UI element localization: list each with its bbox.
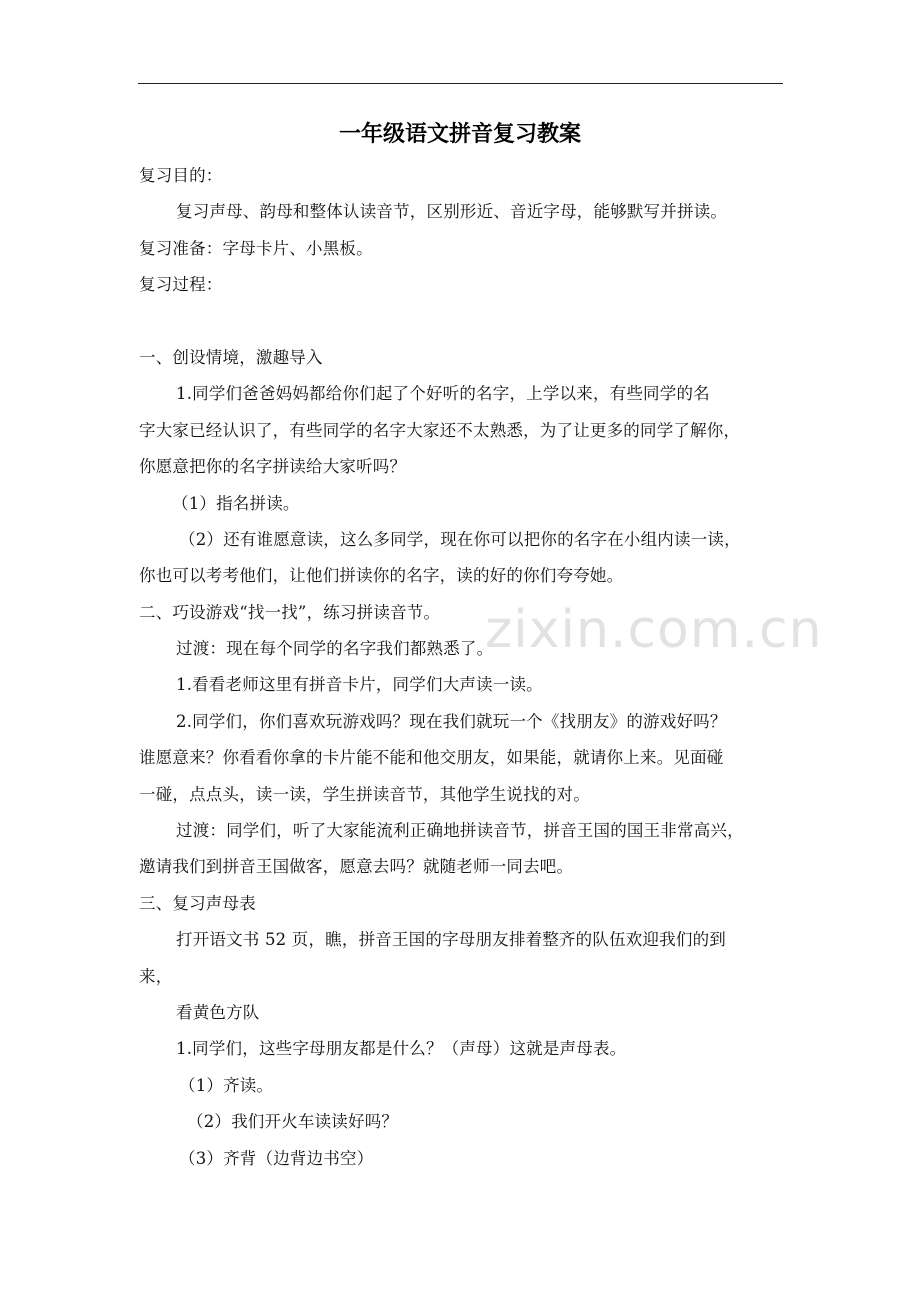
paragraph-line: 字大家已经认识了，有些同学的名字大家还不太熟悉，为了让更多的同学了解你， xyxy=(139,420,741,440)
paragraph-line: 1.同学们爸爸妈妈都给你们起了个好听的名字，上学以来，有些同学的名 xyxy=(176,384,710,404)
paragraph-line: 你愿意把你的名字拼读给大家听吗？ xyxy=(139,457,407,477)
paragraph-line: 一碰，点点头，读一读，学生拼读音节，其他学生说找的对。 xyxy=(139,784,590,804)
section-2-heading: 二、巧设游戏“找一找”，练习拼读音节。 xyxy=(139,602,441,622)
header-rule xyxy=(138,83,783,84)
review-prep: 复习准备：字母卡片、小黑板。 xyxy=(139,238,373,258)
sub-item: （2）我们开火车读读好吗？ xyxy=(187,1112,399,1132)
transition-line: 过渡：现在每个同学的名字我们都熟悉了。 xyxy=(176,639,494,659)
sub-item: （3）齐背（边背边书空） xyxy=(179,1148,374,1168)
sub-item: （1）指名拼读。 xyxy=(172,493,300,513)
section-3-heading: 三、复习声母表 xyxy=(139,893,256,913)
paragraph-line: 看黄色方队 xyxy=(176,1002,260,1022)
paragraph-line: 来， xyxy=(139,966,173,986)
review-goal-text: 复习声母、韵母和整体认读音节，区别形近、音近字母，能够默写并拼读。 xyxy=(176,202,728,222)
paragraph-line: 打开语文书 52 页，瞧，拼音王国的字母朋友排着整齐的队伍欢迎我们的到 xyxy=(176,930,726,950)
watermark: zixin.com.cn xyxy=(485,600,823,660)
paragraph-line: 谁愿意来？你看看你拿的卡片能不能和他交朋友，如果能，就请你上来。见面碰 xyxy=(139,748,724,768)
paragraph-line: 2.同学们，你们喜欢玩游戏吗？现在我们就玩一个《找朋友》的游戏好吗？ xyxy=(176,711,727,731)
review-goal-heading: 复习目的： xyxy=(139,166,223,185)
paragraph-line: 你也可以考考他们，让他们拼读你的名字，读的好的你们夸夸她。 xyxy=(139,566,624,586)
transition-line: 过渡：同学们，听了大家能流利正确地拼读音节，拼音王国的国王非常高兴， xyxy=(176,821,744,841)
review-process-heading: 复习过程： xyxy=(139,275,223,295)
sub-item: （2）还有谁愿意读，这么多同学，现在你可以把你的名字在小组内读一读， xyxy=(179,529,741,549)
section-1-heading: 一、创设情境，激趣导入 xyxy=(139,347,323,367)
paragraph-line: 1.看看老师这里有拼音卡片，同学们大声读一读。 xyxy=(176,675,543,695)
paragraph-line: 邀请我们到拼音王国做客，愿意去吗？就随老师一同去吧。 xyxy=(139,857,574,877)
paragraph-line: 1.同学们，这些字母朋友都是什么？（声母）这就是声母表。 xyxy=(176,1039,627,1059)
document-body xyxy=(139,158,787,1177)
blank-line xyxy=(139,304,787,340)
document-title: 一年级语文拼音复习教案 xyxy=(338,122,581,147)
sub-item: （1）齐读。 xyxy=(179,1075,274,1095)
